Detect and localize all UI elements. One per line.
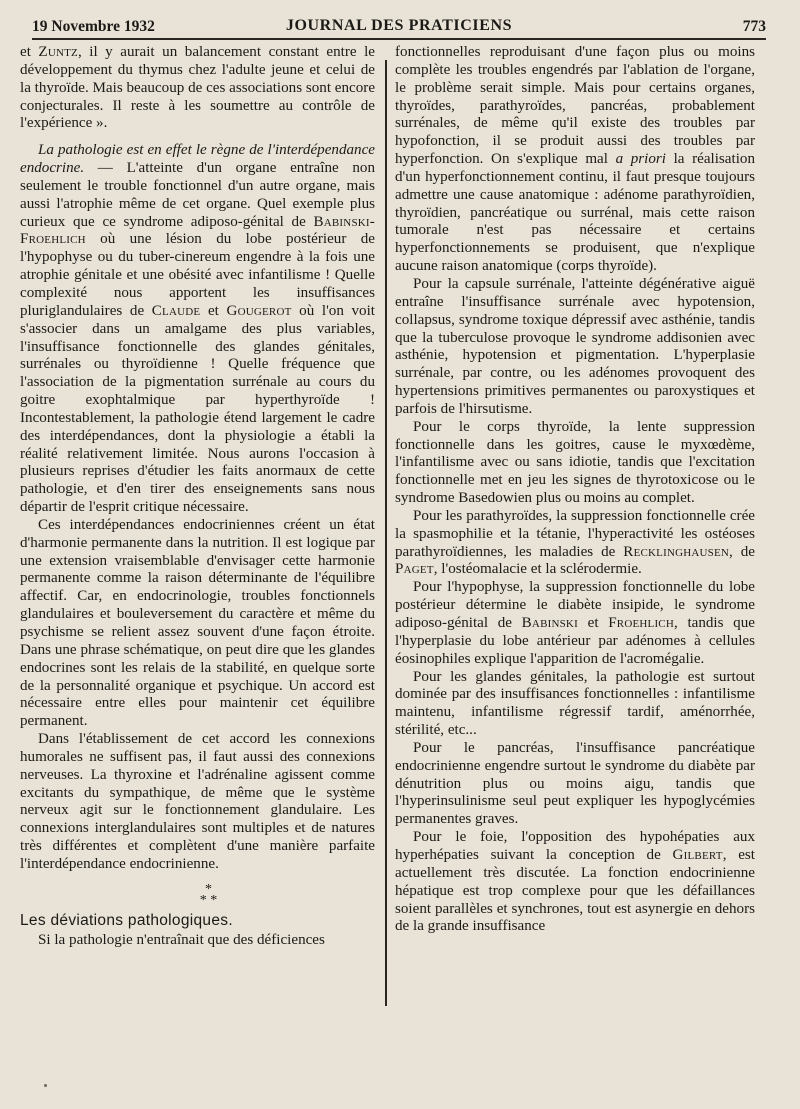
right-column xyxy=(395,44,755,936)
issue-date: 19 Novembre 1932 xyxy=(32,18,155,35)
section-heading: Les déviations pathologiques. xyxy=(20,911,233,929)
header-rule xyxy=(32,38,766,40)
paragraph: Pour le foie, l'opposition des hypohépaties aux hyperhépaties suivant la conception de Gilbert, est actuellement très discutée. La fonction endocrinienne hépatique est trop complexe pour que les défaillances soient parallèles et synchrones, tout est asynergie en dehors de la grande insuffisance xyxy=(395,829,755,935)
paragraph: Pour la capsule surrénale, l'atteinte dégénérative aiguë entraîne l'insuffisance surrénale avec hypotension, collapsus, syndrome toxique dépressif avec asthénie, tandis que la tuberculose provoque le syndrome addisonien avec asthénie, hypotension et pigmentation. L'hyperplasie surrénale, par contre, ou les adénomes provoquent des hypertensions primitives permanentes ou paroxystiques et parfois de l'hirsutisme. xyxy=(395,275,755,417)
author-name: Paget xyxy=(395,561,434,578)
paragraph: Pour le corps thyroïde, la lente suppression fonctionnelle dans les goitres, cause le myxœdème, l'infantilisme avec ou sans idiotie, tandis que l'excitation fonctionnelle met en jeu les signes de thyrotoxicose ou le syndrome Basedowien plus ou moins au complet. xyxy=(395,418,755,507)
paper-speck xyxy=(44,1084,47,1087)
paragraph: La pathologie est en effet le règne de l'interdépendance endocrine. — L'atteinte d'un organe entraîne non seulement le trouble fonctionnel d'un autre organe, mais aussi l'atrophie même de cet organe. Quel exemple plus curieux que ce syndrome adiposo-génital de Babinski-Froehlich où une lésion du lobe postérieur de l'hypophyse ou du tuber-cinereum engendre à la fois une atrophie génitale et une obésité avec infantilisme ! Quelle complexité nous apportent les insuffisances pluriglandulaires de Claude et Gougerot où l'on voit s'associer dans un amalgame des plus variables, l'insuffisance fonctionnelle des glandes génitales, surrénales ou thyroïdienne ! Quelle fréquence que l'association de la pigmentation surrénale au cours du goitre exophtalmique par hyperthyroïde ! Incontestablement, la pathologie étend largement le cadre des interdépendances, dont la physiologie a établi la réalité relativement limitée. Nous aurons l'occasion à plusieurs reprises d'étudier les faits anormaux de cette pathologie, et d'en tirer des enseignements sans nous départir de l'esprit critique nécessaire. xyxy=(20,142,375,516)
page-number: 773 xyxy=(742,18,766,35)
paragraph: Pour les glandes génitales, la pathologie est surtout dominée par des insuffisances fonctionnelles : infantilisme maintenu, infantilisme régressif tardif, aménorrhée, stérilité, etc... xyxy=(395,668,755,739)
author-name: Froehlich xyxy=(608,615,674,631)
author-name: Gougerot xyxy=(226,302,292,319)
section-separator: * * * xyxy=(199,881,218,908)
column-divider xyxy=(385,60,387,1006)
paragraph: Pour les parathyroïdes, la suppression fonctionnelle crée la spasmophilie et la tétanie, l'hyperactivité les ostéoses parathyroïdiennes, les maladies de Recklinghausen, de Paget, l'ostéomalacie et la sclérodermie. xyxy=(395,507,755,578)
paragraph: Si la pathologie n'entraînait que des déficiences xyxy=(38,931,325,948)
author-name: Zuntz xyxy=(38,44,78,60)
page-header xyxy=(32,16,766,40)
journal-title: JOURNAL DES PRATICIENS xyxy=(285,17,513,34)
author-name: Claude xyxy=(151,302,201,319)
paragraph: Dans l'établissement de cet accord les connexions humorales ne suffisent pas, il faut aussi des connexions nerveuses. La thyroxine et l'adrénaline agissent comme excitants du sympathique, de même que le système nerveux agit sur le fonctionnement glandulaire. Les connexions interglandulaires sont multiples et de natures très différentes et complètent d'une manière parfaite l'interdépendance endocrinienne. xyxy=(20,731,375,872)
author-name: Recklinghausen xyxy=(623,543,730,560)
paragraph: fonctionnelles reproduisant d'une façon plus ou moins complète les troubles engendrés par l'ablation de l'organe, le problème serait simple. Mais pour certains organes, thyroïdes, parathyroïdes, pancréas, probablement surrénales, de même qu'il existe des troubles par hypofonction, il se produit aussi des troubles par hyperfonction. On s'explique mal a priori la réalisation d'un hyperfonctionnement continu, il faut presque toujours admettre une cause anatomique : adénome parathyroïdien, thyroïdien, pancréatique ou surrénal, mais cette raison tumorale n'est pas nécessaire et certains hyperfonctionnements se produisent, que n'explique aucune raison anatomique (corps thyroïde). xyxy=(395,44,755,275)
left-column xyxy=(20,44,375,950)
italic-term: a priori xyxy=(615,151,666,168)
paragraph: et Zuntz, il y aurait un balancement constant entre le développement du thymus chez l'adulte jeune et celui de la thyroïde. Mais beaucoup de ces associations sont encore conjecturales. Il reste à les soumettre au contrôle de l'expérience ». xyxy=(20,44,376,132)
paragraph: Pour l'hypophyse, la suppression fonctionnelle du lobe postérieur détermine le diabète insipide, le syndrome adiposo-génital de Babinski et Froehlich, tandis que l'hyperplasie du lobe antérieur par adénomes à cellules éosinophiles explique l'apparition de l'acromégalie. xyxy=(395,579,755,667)
author-name: Babinski xyxy=(521,615,578,631)
italic-lead: La pathologie est en effet le règne de l'interdépendance endocrine. xyxy=(20,142,375,177)
paragraph: Pour le pancréas, l'insuffisance pancréatique endocrinienne engendre surtout le syndrome du diabète par dénutrition plus ou moins aigu, tandis que l'hyperinsulinisme seul peut expliquer les hypoglycémies permanentes graves. xyxy=(395,739,755,828)
author-name: Gilbert xyxy=(672,846,723,863)
author-name: Babinski-Froehlich xyxy=(20,213,375,248)
paragraph: Ces interdépendances endocriniennes créent un état d'harmonie permanente dans la nutrition. Il est logique par une extension vraisemblable d'envisager cette harmonie permanente comme la raison déterminante de l'équilibre affectif. Car, en endocrinologie, troubles fonctionnels glandulaires et bouleversement du caractère et même du psychisme se relient assez souvent d'une façon étroite. Dans une phrase schématique, on peut dire que les glandes endocrines sont les relais de la stabilité, en quelque sorte de la personnalité organique et psychique. Un accord est nécessaire entre elles pour maintenir cet équilibre permanent. xyxy=(20,516,375,730)
